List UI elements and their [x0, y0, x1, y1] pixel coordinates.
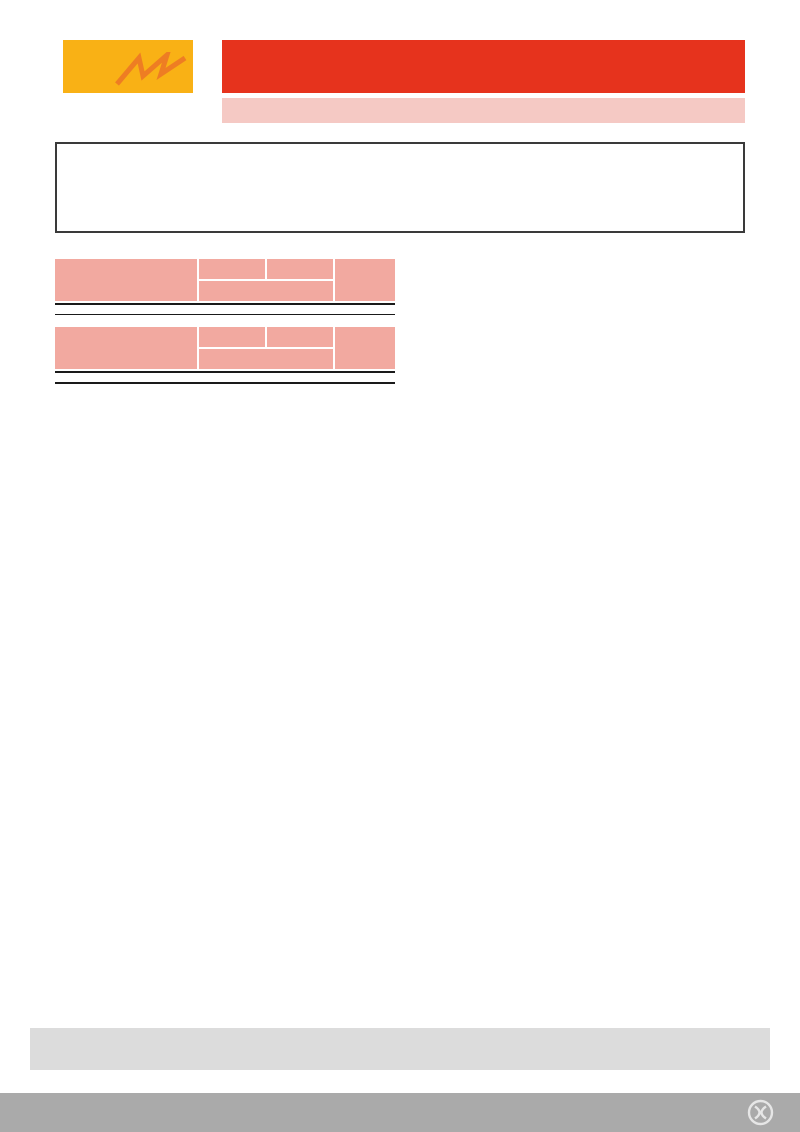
year-banner	[222, 98, 745, 123]
table2-header-blank	[55, 327, 197, 369]
xueqiu-logo-icon	[747, 1099, 774, 1126]
summary-box	[55, 142, 745, 233]
table1-header	[55, 259, 395, 301]
table1-header-blank	[55, 259, 197, 301]
lightning-bolt-icon	[111, 52, 191, 86]
chart-block	[420, 258, 784, 268]
table2-subheader	[199, 349, 333, 369]
tables-column	[55, 255, 395, 389]
table2-header-2017	[199, 327, 265, 347]
table2-header-change	[335, 327, 395, 369]
title-banner	[222, 40, 745, 93]
table1-subheader	[199, 281, 333, 301]
dsec-logo	[63, 40, 193, 93]
footer-contact-bar	[30, 1028, 770, 1070]
table1-body	[55, 303, 395, 315]
watermark-band	[0, 1093, 800, 1132]
table2-body	[55, 371, 395, 384]
table1-header-2018	[267, 259, 333, 279]
table2-header	[55, 327, 395, 369]
table1-header-2017	[199, 259, 265, 279]
table1-header-change	[335, 259, 395, 301]
table2-header-2018	[267, 327, 333, 347]
